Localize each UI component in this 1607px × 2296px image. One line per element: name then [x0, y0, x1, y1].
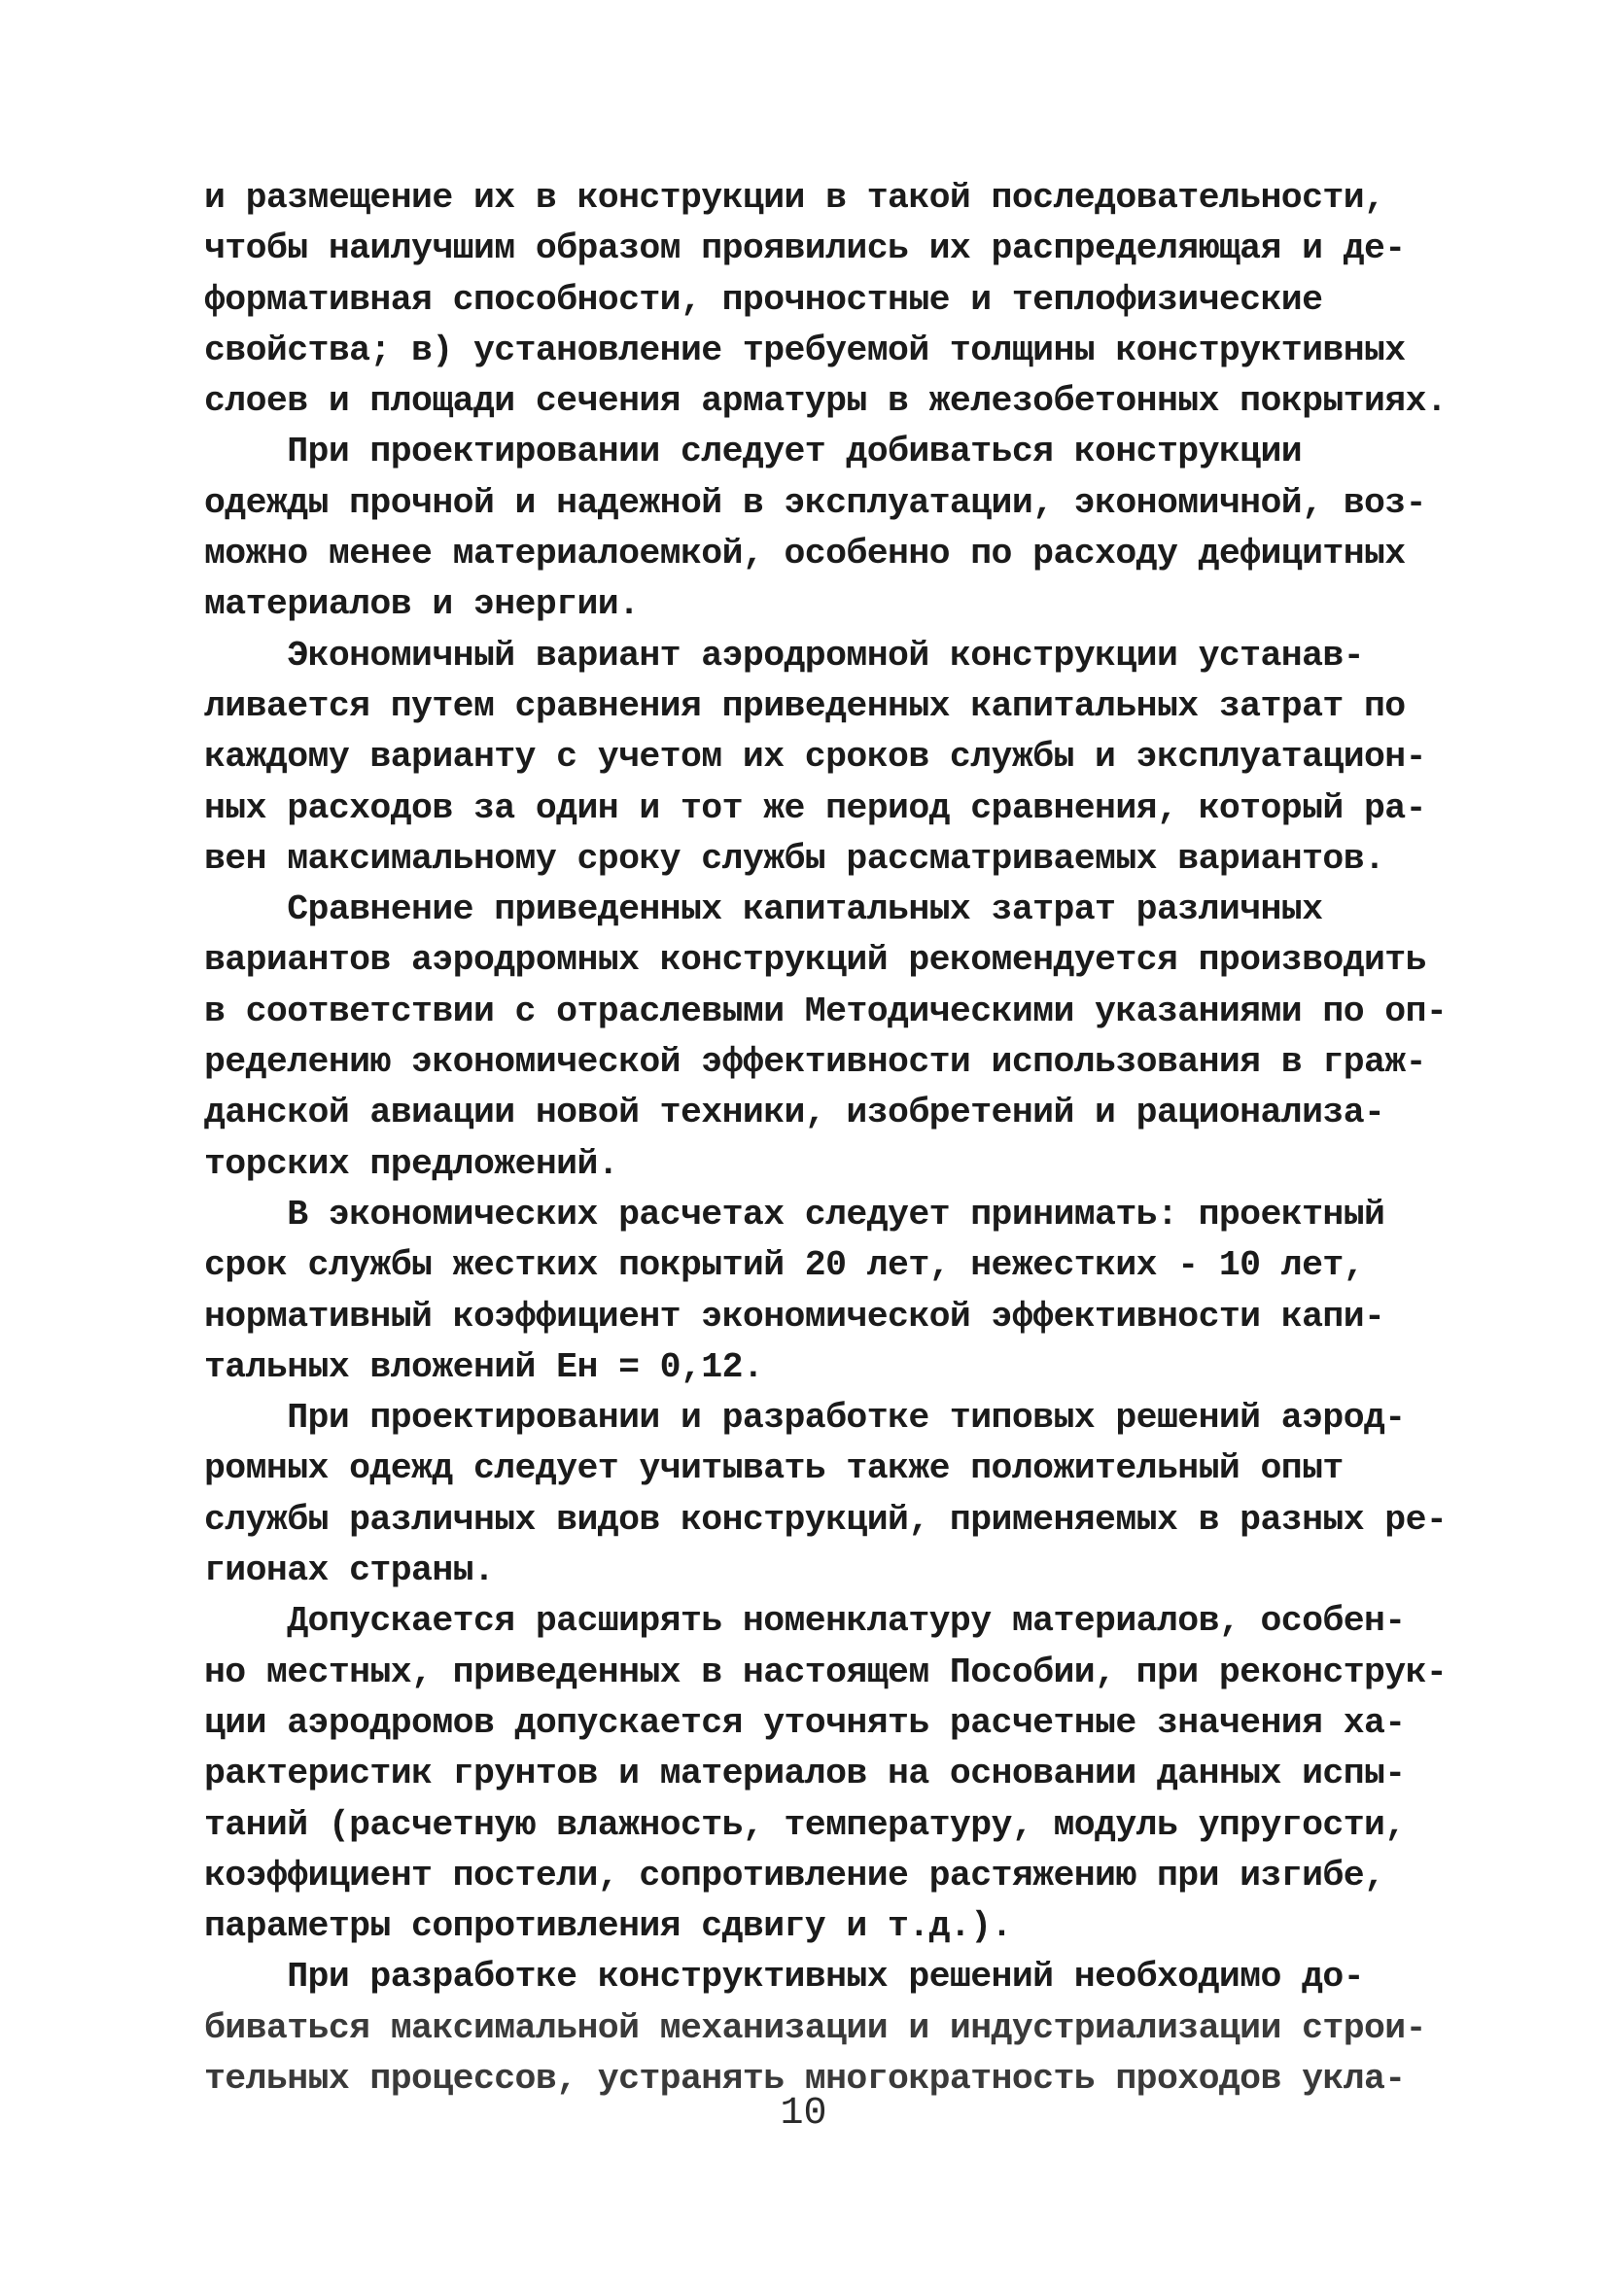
text-line: тальных вложений Ен = 0,12. — [204, 1346, 764, 1387]
text-line: чтобы наилучшим образом проявились их распределяющая и де- — [204, 228, 1406, 269]
text-line: Экономичный вариант аэродромной конструкции устанав- — [204, 635, 1365, 676]
text-line: вен максимальному сроку службы рассматриваемых вариантов. — [204, 838, 1385, 879]
text-line: коэффициент постели, сопротивление растяжению при изгибе, — [204, 1855, 1385, 1896]
text-line: таний (расчетную влажность, температуру, модуль упругости, — [204, 1804, 1406, 1845]
text-line: но местных, приведенных в настоящем Пособии, при реконструк- — [204, 1652, 1448, 1692]
text-line: биваться максимальной механизации и индустриализации строи- — [204, 2007, 1426, 2048]
text-line: материалов и энергии. — [204, 584, 640, 625]
text-line: ных расходов за один и тот же период сравнения, который ра- — [204, 787, 1426, 828]
page-number: 10 — [780, 2092, 827, 2136]
text-line: можно менее материалоемкой, особенно по расходу дефицитных — [204, 534, 1406, 574]
text-line: Допускается расширять номенклатуру материалов, особен- — [204, 1601, 1406, 1642]
text-line: и размещение их в конструкции в такой последовательности, — [204, 178, 1385, 218]
text-line: рактеристик грунтов и материалов на основании данных испы- — [204, 1754, 1406, 1794]
text-line: одежды прочной и надежной в эксплуатации, экономичной, воз- — [204, 482, 1426, 523]
text-line: свойства; в) установление требуемой толщины конструктивных — [204, 330, 1406, 370]
text-line: ливается путем сравнения приведенных капитальных затрат по — [204, 685, 1406, 726]
text-line: каждому варианту с учетом их сроков службы и эксплуатацион- — [204, 737, 1426, 778]
text-line: В экономических расчетах следует принимать: проектный — [204, 1194, 1385, 1235]
text-line: торских предложений. — [204, 1143, 619, 1184]
text-line: ределению экономической эффективности использования в граж- — [204, 1042, 1426, 1083]
text-line: гионах страны. — [204, 1550, 495, 1591]
text-line: ции аэродромов допускается уточнять расчетные значения ха- — [204, 1702, 1406, 1743]
text-line: тельных процессов, устранять многократность проходов укла- — [204, 2058, 1406, 2099]
text-line: нормативный коэффициент экономической эффективности капи- — [204, 1296, 1385, 1337]
body-text — [204, 173, 1448, 2105]
text-line: вариантов аэродромных конструкций рекомендуется производить — [204, 940, 1426, 981]
text-line: службы различных видов конструкций, применяемых в разных ре- — [204, 1499, 1448, 1540]
text-line: слоев и площади сечения арматуры в железобетонных покрытиях. — [204, 381, 1448, 422]
text-line: При проектировании и разработке типовых решений аэрод- — [204, 1398, 1406, 1439]
text-line: срок службы жестких покрытий 20 лет, нежестких - 10 лет, — [204, 1245, 1365, 1286]
text-line: При разработке конструктивных решений необходимо до- — [204, 1957, 1365, 1998]
text-line: формативная способности, прочностные и теплофизические — [204, 279, 1323, 320]
text-line: данской авиации новой техники, изобретений и рационализа- — [204, 1093, 1385, 1133]
text-line: параметры сопротивления сдвигу и т.д.). — [204, 1906, 1012, 1947]
text-line: ромных одежд следует учитывать также положительный опыт — [204, 1448, 1344, 1489]
text-line: При проектировании следует добиваться конструкции — [204, 432, 1303, 472]
text-line: в соответствии с отраслевыми Методическими указаниями по оп- — [204, 991, 1448, 1031]
text-line: Сравнение приведенных капитальных затрат различных — [204, 889, 1323, 930]
